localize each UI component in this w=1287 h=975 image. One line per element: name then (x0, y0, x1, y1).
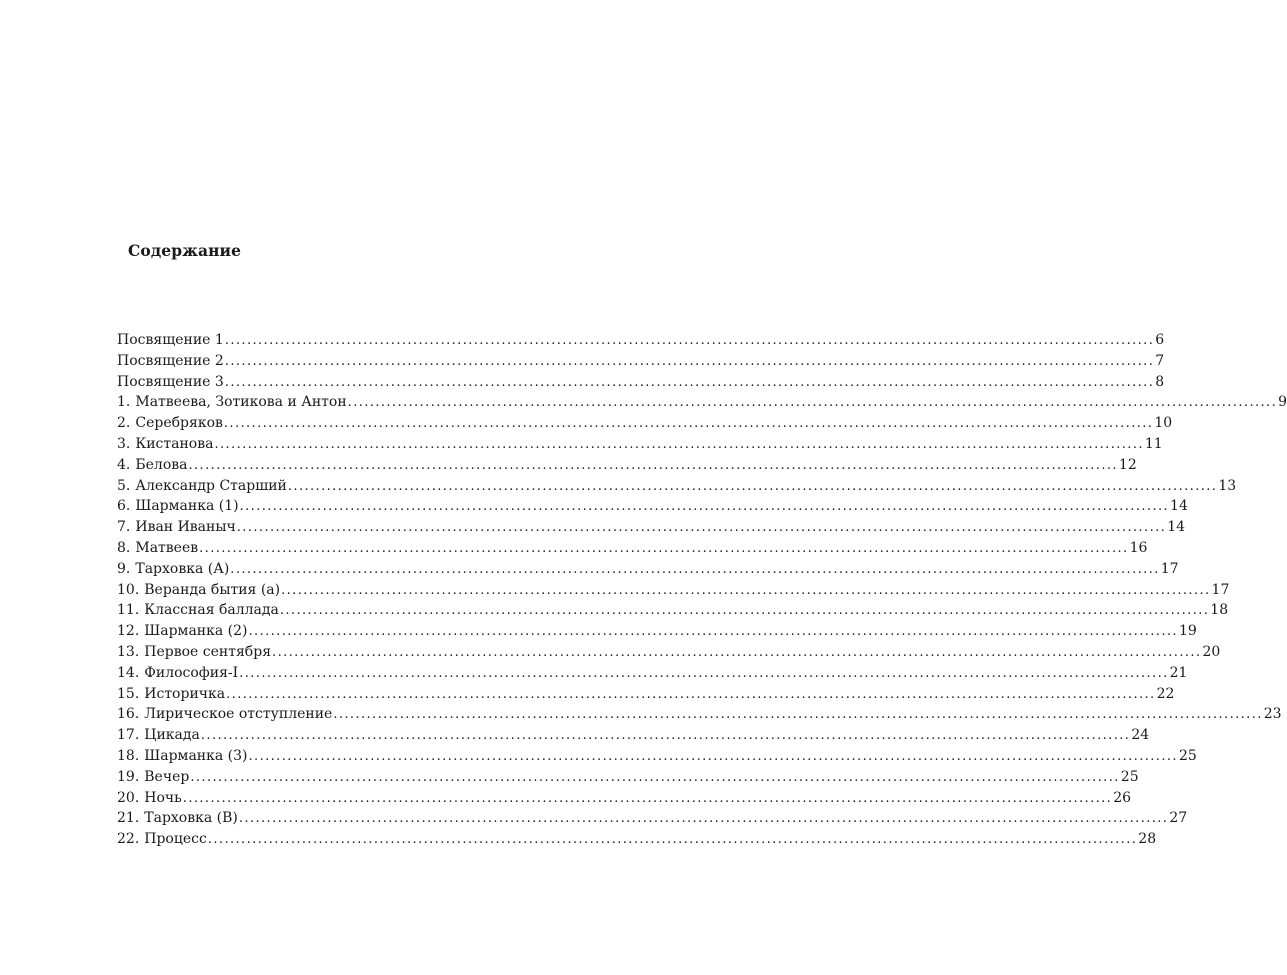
toc-entry (117, 538, 1148, 559)
toc-entry-number: 15. (117, 685, 140, 702)
toc-entry (117, 580, 1230, 601)
toc-leader-dots: ........................................................................................................................................................................ (333, 707, 1263, 723)
toc-entry-page-number: 14 (1170, 498, 1188, 515)
toc-entry-title: Веранда бытия (а) (144, 581, 281, 598)
toc-entry (117, 351, 1165, 372)
toc-leader-dots: ........................................................................................................................................................................ (239, 665, 1169, 681)
toc-leader-dots: ........................................................................................................................................................................ (224, 374, 1155, 390)
toc-leader-dots: ........................................................................................................................................................................ (279, 603, 1210, 619)
toc-entry-title: Посвящение 1 (117, 332, 224, 348)
toc-leader-dots: ........................................................................................................................................................................ (236, 520, 1167, 536)
toc-entry-title: Историчка (144, 685, 226, 702)
toc-entry-number: 9. (117, 560, 131, 577)
toc-leader-dots: ........................................................................................................................................................................ (238, 811, 1169, 827)
toc-entry-title: Тарховка (А) (135, 560, 230, 577)
toc-entry-page-number: 8 (1155, 373, 1165, 390)
toc-leader-dots: ........................................................................................................................................................................ (224, 333, 1155, 348)
toc-entry (117, 372, 1165, 393)
toc-entry-page-number: 23 (1263, 706, 1282, 723)
toc-entry (117, 684, 1175, 705)
toc-entry-page-number: 17 (1211, 581, 1230, 598)
toc-entry-title: Посвящение 2 (117, 352, 224, 369)
toc-entry-page-number: 12 (1118, 456, 1137, 473)
table-of-contents (117, 330, 1287, 850)
toc-entry-page-number: 10 (1154, 415, 1173, 432)
toc-entry-number: 20. (117, 789, 140, 806)
toc-entry-title: Кистанова (135, 435, 214, 452)
toc-entry-title: Александр Старший (135, 477, 287, 494)
toc-leader-dots: ........................................................................................................................................................................ (214, 436, 1144, 452)
toc-entry (117, 808, 1188, 829)
toc-entry-page-number: 27 (1169, 810, 1188, 827)
toc-entry-page-number: 11 (1144, 435, 1163, 452)
toc-entry-page-number: 21 (1169, 664, 1188, 681)
toc-entry-title: Философия-I (144, 664, 239, 681)
toc-entry-title: Иван Иваныч (135, 519, 236, 536)
toc-leader-dots: ........................................................................................................................................................................ (190, 769, 1120, 785)
toc-entry-title: Серебряков (135, 415, 223, 432)
toc-entry (117, 600, 1229, 621)
toc-entry-title: Лирическое отступление (144, 706, 333, 723)
toc-entry (117, 725, 1150, 746)
toc-entry (117, 559, 1179, 580)
toc-entry-page-number: 14 (1167, 519, 1186, 536)
toc-entry-number: 11. (117, 602, 140, 619)
toc-leader-dots: ........................................................................................................................................................................ (207, 832, 1138, 848)
page-title: Содержание (128, 241, 242, 260)
toc-entry-page-number: 22 (1156, 685, 1175, 702)
toc-entry-number: 19. (117, 768, 140, 785)
toc-entry (117, 746, 1197, 767)
toc-entry (117, 621, 1197, 642)
toc-entry-number: 5. (117, 477, 131, 494)
toc-leader-dots: ........................................................................................................................................................................ (272, 644, 1202, 660)
toc-entry-number: 18. (117, 747, 140, 764)
toc-entry-title: Белова (135, 456, 188, 473)
toc-entry-number: 10. (117, 581, 140, 598)
toc-leader-dots: ........................................................................................................................................................................ (224, 353, 1155, 369)
toc-entry-number: 16. (117, 706, 140, 723)
toc-entry (117, 496, 1188, 517)
toc-entry-page-number: 20 (1202, 643, 1221, 660)
toc-entry-page-number: 28 (1138, 831, 1157, 848)
toc-entry (117, 829, 1157, 850)
toc-leader-dots: ........................................................................................................................................................................ (226, 686, 1156, 702)
toc-leader-dots: ........................................................................................................................................................................ (248, 624, 1178, 640)
toc-entry-page-number: 19 (1178, 623, 1197, 640)
toc-entry-title: Шарманка (1) (135, 498, 239, 515)
toc-entry-title: Первое сентября (144, 643, 272, 660)
toc-entry-number: 4. (117, 456, 131, 473)
toc-entry-page-number: 16 (1129, 539, 1148, 556)
toc-leader-dots: ........................................................................................................................................................................ (287, 478, 1218, 494)
toc-entry-page-number: 7 (1155, 352, 1165, 369)
toc-leader-dots: ........................................................................................................................................................................ (230, 561, 1160, 577)
toc-entry (117, 455, 1137, 476)
toc-entry (117, 392, 1287, 413)
toc-leader-dots: ........................................................................................................................................................................ (248, 748, 1178, 764)
toc-entry (117, 788, 1132, 809)
toc-entry (117, 642, 1221, 663)
toc-entry-page-number: 17 (1160, 560, 1179, 577)
toc-entry (117, 517, 1186, 538)
toc-entry-page-number: 6 (1155, 332, 1165, 348)
toc-entry-number: 17. (117, 727, 140, 744)
toc-entry-number: 22. (117, 831, 140, 848)
toc-entry-title: Шарманка (2) (144, 623, 248, 640)
toc-entry-title: Ночь (144, 789, 182, 806)
toc-leader-dots: ........................................................................................................................................................................ (347, 395, 1278, 411)
toc-entry-number: 6. (117, 498, 131, 515)
toc-leader-dots: ........................................................................................................................................................................ (182, 790, 1113, 806)
toc-entry-title: Процесс (144, 831, 207, 848)
toc-leader-dots: ........................................................................................................................................................................ (199, 540, 1129, 556)
toc-entry (117, 704, 1282, 725)
toc-entry-title: Шарманка (3) (144, 747, 248, 764)
toc-entry-number: 21. (117, 810, 140, 827)
toc-leader-dots: ........................................................................................................................................................................ (188, 457, 1118, 473)
toc-entry-number: 1. (117, 394, 131, 411)
toc-entry-number: 14. (117, 664, 140, 681)
toc-entry (117, 767, 1139, 788)
toc-entry-page-number: 25 (1178, 747, 1197, 764)
toc-entry-number: 8. (117, 539, 131, 556)
toc-entry-title: Матвеев (135, 539, 199, 556)
toc-entry-page-number: 18 (1210, 602, 1229, 619)
toc-entry-number: 7. (117, 519, 131, 536)
toc-entry-title: Классная баллада (144, 602, 279, 619)
toc-entry-page-number: 13 (1218, 477, 1237, 494)
toc-entry (117, 663, 1188, 684)
toc-entry-number: 12. (117, 623, 140, 640)
toc-entry (117, 434, 1163, 455)
toc-entry (117, 476, 1237, 497)
toc-leader-dots: ........................................................................................................................................................................ (281, 582, 1211, 598)
toc-entry-title: Матвеева, Зотикова и Антон (135, 394, 347, 411)
toc-leader-dots: ........................................................................................................................................................................ (200, 728, 1131, 744)
toc-entry-title: Цикада (144, 727, 200, 744)
toc-entry-title: Посвящение 3 (117, 373, 224, 390)
toc-entry-number: 13. (117, 643, 140, 660)
toc-leader-dots: ........................................................................................................................................................................ (223, 416, 1154, 432)
toc-entry-page-number: 25 (1120, 768, 1139, 785)
toc-entry-title: Тарховка (В) (144, 810, 238, 827)
toc-entry-title: Вечер (144, 768, 190, 785)
toc-entry (117, 330, 1165, 351)
toc-entry-number: 2. (117, 415, 131, 432)
toc-entry-page-number: 24 (1131, 727, 1150, 744)
toc-entry-page-number: 9 (1278, 394, 1287, 411)
toc-entry-number: 3. (117, 435, 131, 452)
toc-entry (117, 413, 1173, 434)
toc-entry-page-number: 26 (1113, 789, 1132, 806)
toc-leader-dots: ........................................................................................................................................................................ (239, 499, 1170, 515)
